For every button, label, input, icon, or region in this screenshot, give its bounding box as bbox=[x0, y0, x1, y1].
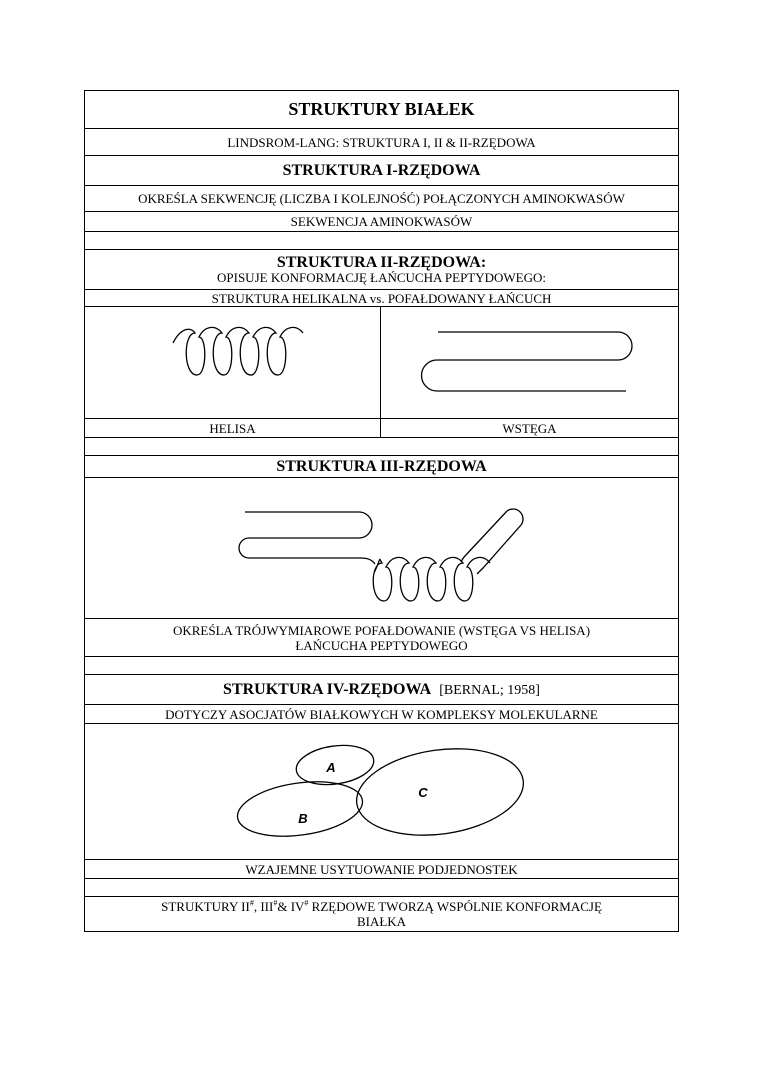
subunit-c-label: C bbox=[418, 785, 428, 800]
spacer-row bbox=[85, 232, 679, 250]
spacer-row bbox=[85, 657, 679, 675]
primary-heading: STRUKTURA I-RZĘDOWA bbox=[85, 156, 679, 186]
helix-path bbox=[173, 327, 303, 375]
quaternary-reference: [BERNAL; 1958] bbox=[439, 682, 540, 698]
sheet-label: WSTĘGA bbox=[381, 419, 679, 438]
subunits-drawing bbox=[85, 724, 679, 859]
quaternary-figure bbox=[85, 724, 679, 860]
secondary-line2: STRUKTURA HELIKALNA vs. POFAŁDOWANY ŁAŃCUCH bbox=[85, 290, 679, 307]
tertiary-hairpin-path bbox=[461, 509, 523, 574]
helix-drawing bbox=[85, 307, 381, 418]
primary-description: OKREŚLA SEKWENCJĘ (LICZBA I KOLEJNOŚĆ) POŁĄCZONYCH AMINOKWASÓW bbox=[85, 186, 679, 212]
summary-text-2: , III bbox=[253, 899, 274, 914]
quaternary-description: DOTYCZY ASOCJATÓW BIAŁKOWYCH W KOMPLEKSY MOLEKULARNE bbox=[85, 705, 679, 724]
tertiary-heading: STRUKTURA III-RZĘDOWA bbox=[85, 456, 679, 478]
subunit-b-label: B bbox=[298, 811, 308, 826]
secondary-line1: OPISUJE KONFORMACJĘ ŁAŃCUCHA PEPTYDOWEGO: bbox=[217, 269, 546, 285]
tertiary-description bbox=[85, 619, 679, 657]
summary-sup-1: # bbox=[249, 898, 254, 908]
subtitle: LINDSROM-LANG: STRUKTURA I, II & II-RZĘDOWA bbox=[85, 129, 679, 156]
tertiary-helix-path bbox=[373, 557, 490, 601]
structures-table bbox=[84, 90, 679, 932]
quaternary-caption: WZAJEMNE USYTUOWANIE PODJEDNOSTEK bbox=[85, 860, 679, 879]
helix-figure bbox=[85, 307, 381, 419]
secondary-heading: STRUKTURA II-RZĘDOWA: bbox=[276, 253, 487, 271]
subunit-b-ellipse bbox=[234, 774, 366, 843]
summary-line1 bbox=[89, 899, 674, 914]
primary-label: SEKWENCJA AMINOKWASÓW bbox=[85, 212, 679, 232]
tertiary-drawing bbox=[85, 478, 679, 618]
summary bbox=[85, 897, 679, 932]
tertiary-line2: ŁAŃCUCHA PEPTYDOWEGO bbox=[295, 637, 468, 653]
subunit-a-label: A bbox=[326, 760, 336, 775]
subunit-c-ellipse bbox=[351, 739, 529, 846]
summary-text-4: RZĘDOWE TWORZĄ WSPÓLNIE KONFORMACJĘ bbox=[308, 899, 602, 914]
quaternary-header bbox=[85, 675, 679, 705]
spacer-row bbox=[85, 879, 679, 897]
tertiary-sheet-path bbox=[239, 512, 375, 564]
sheet-drawing bbox=[381, 307, 679, 418]
tertiary-line1: OKREŚLA TRÓJWYMIAROWE POFAŁDOWANIE (WSTĘGA VS HELISA) bbox=[172, 622, 591, 638]
document-title: STRUKTURY BIAŁEK bbox=[85, 91, 679, 129]
secondary-header bbox=[85, 250, 679, 290]
sheet-strand-path bbox=[422, 332, 632, 391]
summary-text-3: & IV bbox=[277, 899, 305, 914]
sheet-figure bbox=[381, 307, 679, 419]
summary-text-1: STRUKTURY II bbox=[161, 899, 250, 914]
summary-line2: BIAŁKA bbox=[356, 914, 407, 929]
tertiary-figure bbox=[85, 478, 679, 619]
summary-sup-3: # bbox=[304, 898, 309, 908]
quaternary-heading: STRUKTURA IV-RZĘDOWA bbox=[223, 680, 432, 698]
helix-label: HELISA bbox=[85, 419, 381, 438]
spacer-row bbox=[85, 438, 679, 456]
summary-sup-2: # bbox=[273, 898, 278, 908]
